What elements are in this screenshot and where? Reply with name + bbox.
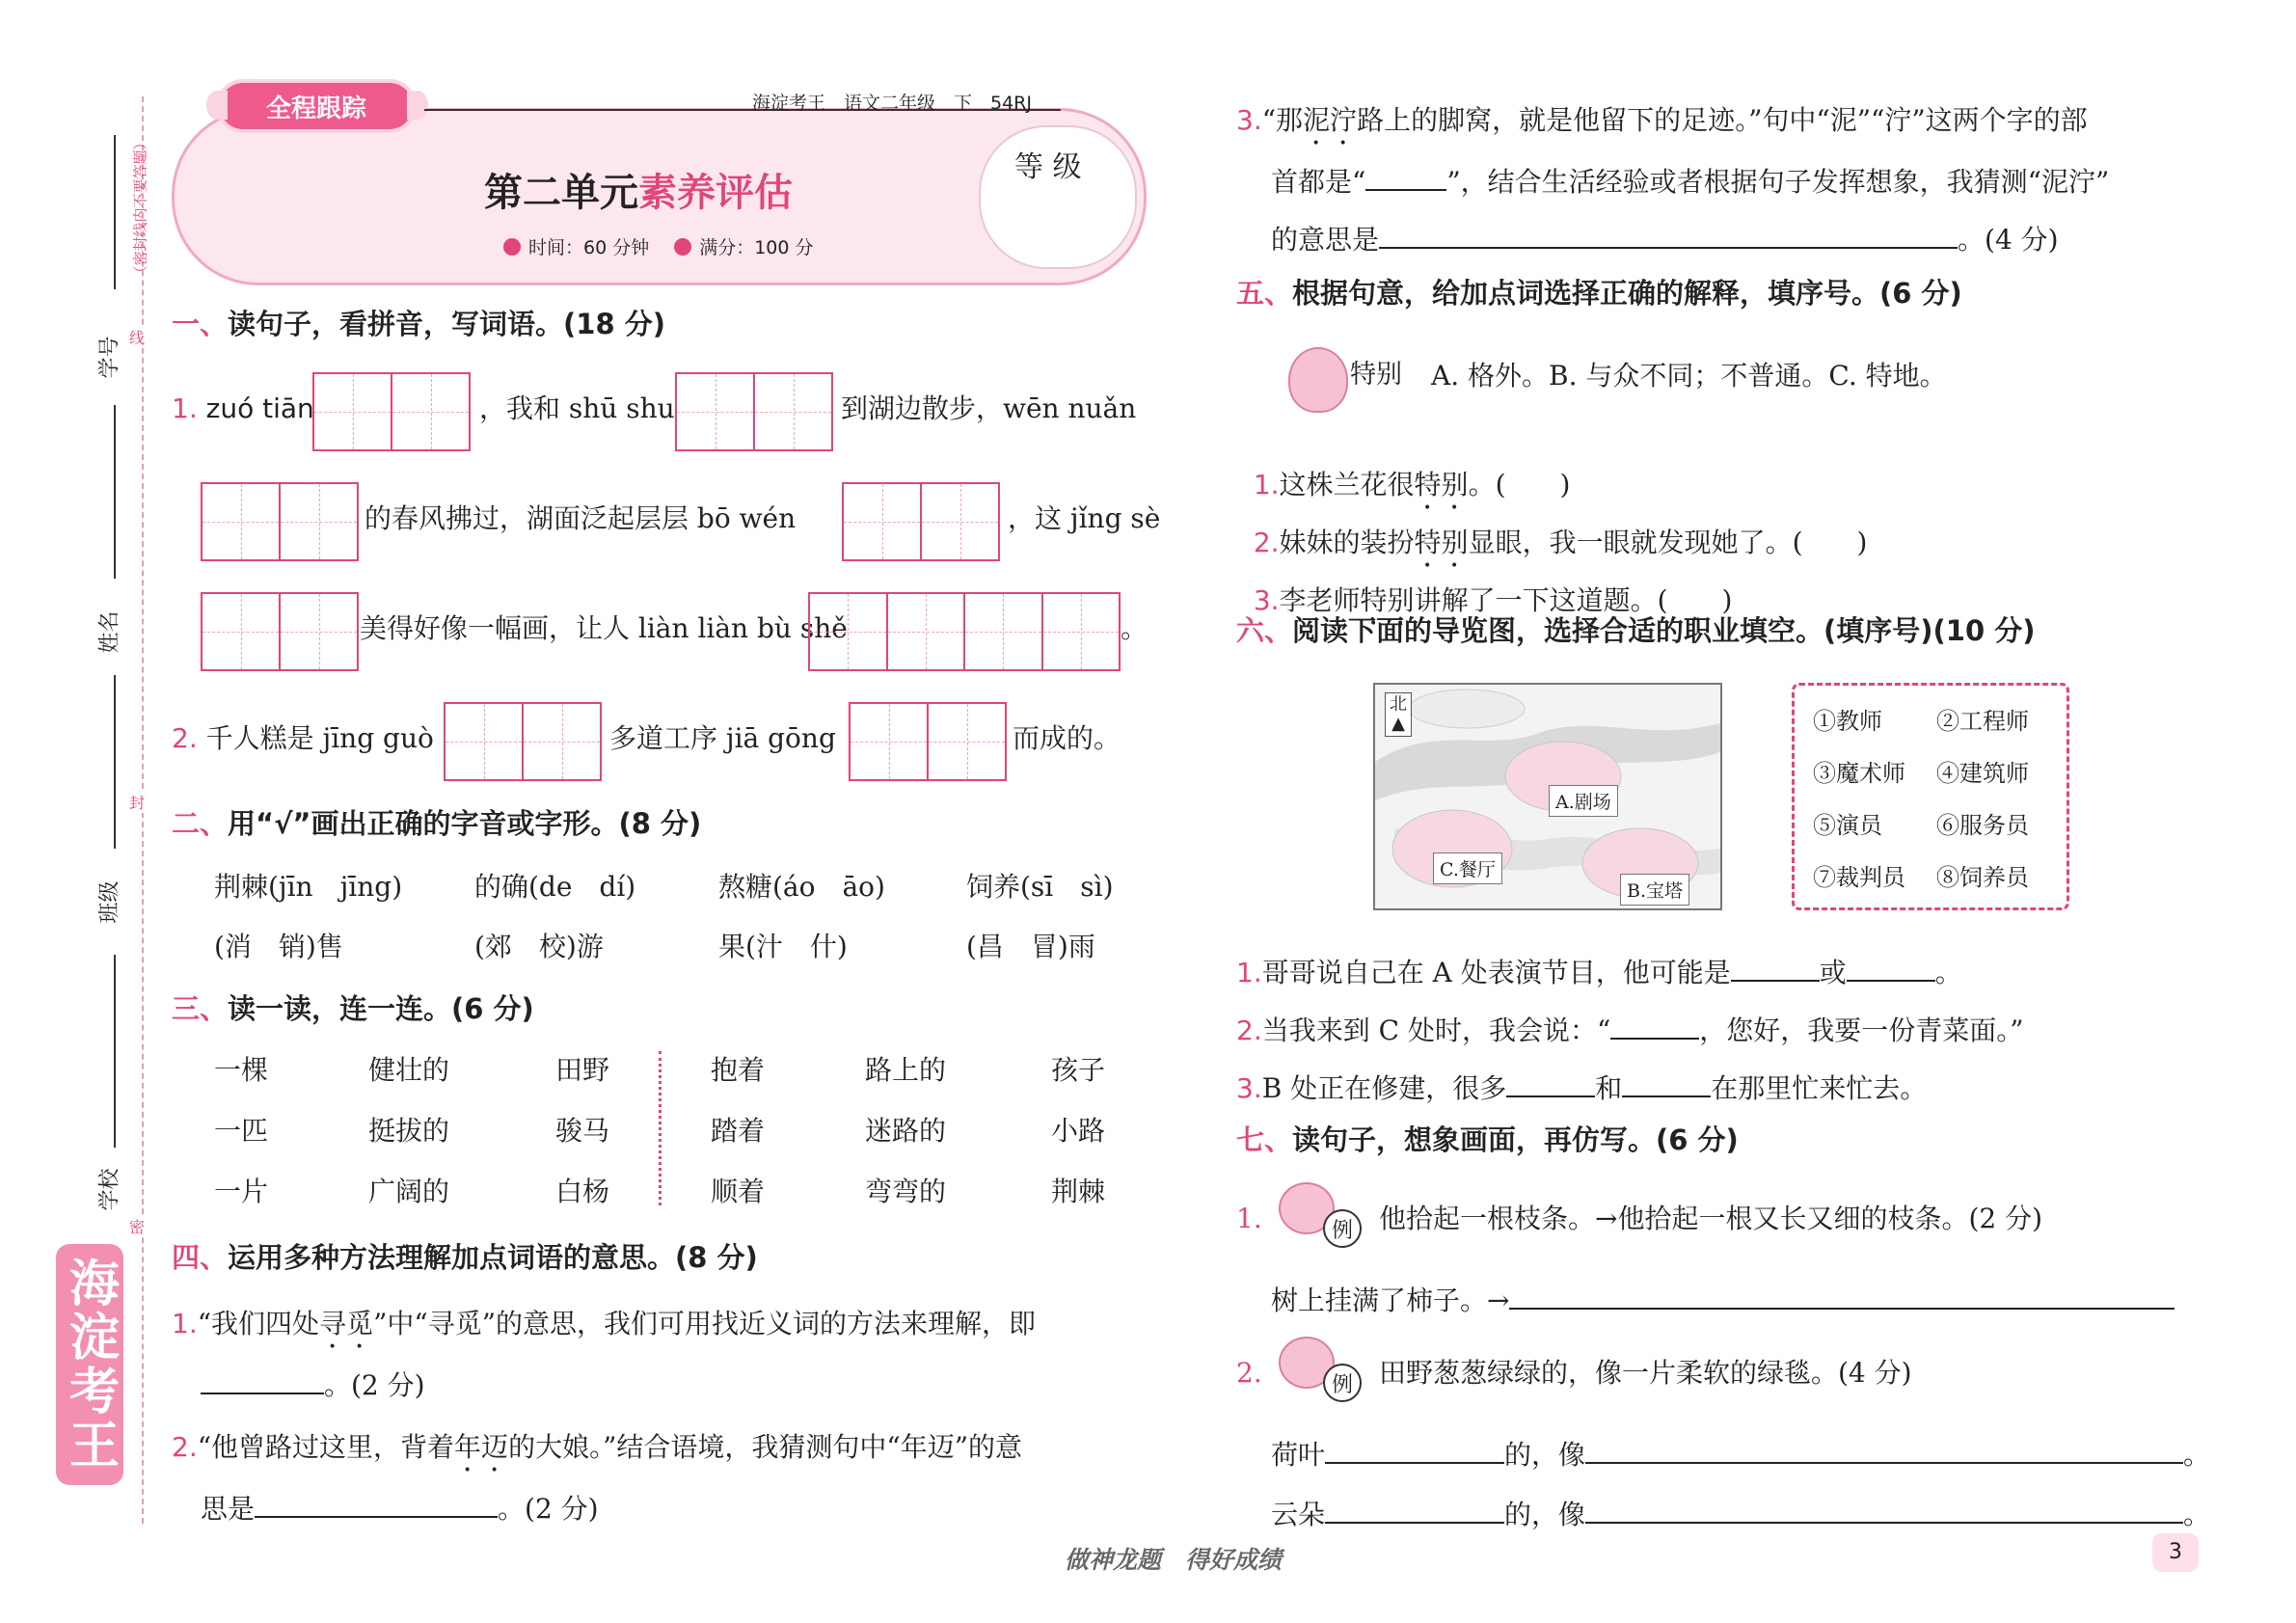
s7-q2-num: 2. bbox=[1236, 1357, 1262, 1389]
s1-grid-2[interactable] bbox=[675, 372, 833, 451]
s4-q1-blank[interactable] bbox=[201, 1367, 324, 1394]
exam-meta bbox=[503, 233, 814, 259]
s7-q2-blank-4[interactable] bbox=[1585, 1497, 2183, 1524]
s7-q2-blank-1[interactable] bbox=[1325, 1437, 1504, 1464]
field-line-school[interactable] bbox=[114, 955, 116, 1148]
s7-q2-line1: 荷叶 的，像 。 bbox=[1271, 1439, 2211, 1471]
grade-label: 等 级 bbox=[1014, 150, 1082, 184]
mascot-icon bbox=[1288, 347, 1348, 413]
field-label-class: 班级 bbox=[97, 880, 122, 924]
job-5: ⑤演员 bbox=[1813, 812, 1882, 839]
s6-q1: 1.哥哥说自己在 A 处表演节目，他可能是 或 。 bbox=[1236, 957, 1962, 988]
map-label-b: B.宝塔 bbox=[1620, 874, 1689, 906]
series-info: 海淀考王 语文二年级 下 54RJ bbox=[752, 93, 1032, 114]
field-label-id: 学号 bbox=[97, 336, 122, 379]
page-title bbox=[484, 162, 793, 217]
header-badge bbox=[220, 83, 413, 129]
field-line-class[interactable] bbox=[114, 675, 116, 849]
s1-q2-text-c: 而成的。 bbox=[1013, 722, 1121, 754]
s7-q1-task: 树上挂满了柿子。→ bbox=[1271, 1283, 2174, 1314]
s1-q1-line1: 1. zuó tiān bbox=[172, 392, 314, 424]
seal-feng: 封 bbox=[129, 791, 145, 813]
brand-logo bbox=[56, 1244, 123, 1485]
s4-q3-line2: 首都是“ ”，结合生活经验或者根据句子发挥想象，我猜测“泥泞” bbox=[1271, 166, 2110, 198]
s2-row1-1[interactable]: 荆棘(jīn jīng) bbox=[214, 871, 403, 903]
job-1: ①教师 bbox=[1813, 708, 1882, 735]
field-line-id[interactable] bbox=[114, 135, 116, 289]
check-icon bbox=[674, 238, 691, 256]
s7-q2-example: 田野葱葱绿绿的，像一片柔软的绿毯。(4 分) bbox=[1379, 1357, 1912, 1389]
brand-logo-text: 海淀考王 bbox=[60, 1257, 119, 1473]
s1-q1-text-c: 到湖边散步，wēn nuǎn bbox=[841, 392, 1137, 424]
field-label-name: 姓名 bbox=[97, 610, 122, 654]
s2-row2-3[interactable]: 果(汁 什) bbox=[718, 931, 848, 962]
seal-line: 线 bbox=[129, 326, 145, 348]
s1-grid-6[interactable] bbox=[808, 592, 1121, 671]
s1-q1-text-b: ，我和 shū shu bbox=[479, 392, 675, 424]
s6-title: 六、阅读下面的导览图，选择合适的职业填空。(填序号)(10 分) bbox=[1236, 614, 2036, 647]
map-label-c: C.餐厅 bbox=[1433, 852, 1502, 884]
s3-left-1-2[interactable]: 健壮的 bbox=[368, 1054, 450, 1086]
s1-grid-4[interactable] bbox=[842, 482, 1000, 561]
header-badge-text: 全程跟踪 bbox=[265, 94, 366, 123]
title-pink: 素养评估 bbox=[638, 171, 793, 215]
clock-icon bbox=[503, 238, 521, 256]
badge-wing-left bbox=[206, 91, 228, 120]
s3-right-1-2[interactable]: 路上的 bbox=[865, 1054, 947, 1086]
s3-right-1-1[interactable]: 抱着 bbox=[711, 1054, 766, 1086]
map-north bbox=[1385, 692, 1412, 737]
s7-q2-blank-2[interactable] bbox=[1585, 1437, 2183, 1464]
s2-row1-2[interactable]: 的确(de dí) bbox=[474, 871, 636, 903]
s1-grid-5[interactable] bbox=[201, 592, 359, 671]
title-black: 第二单元 bbox=[484, 171, 638, 215]
job-3: ③魔术师 bbox=[1813, 760, 1905, 787]
s7-title: 七、读句子，想象画面，再仿写。(6 分) bbox=[1236, 1123, 1739, 1156]
s3-right-3-2[interactable]: 弯弯的 bbox=[865, 1176, 947, 1207]
s4-q3-line1: 3.“那泥泞路上的脚窝，就是他留下的足迹。”句中“泥”“泞”这两个字的部 bbox=[1236, 104, 2088, 136]
s3-right-3-1[interactable]: 顺着 bbox=[711, 1176, 766, 1207]
s1-grid-1[interactable] bbox=[312, 372, 471, 451]
s7-q1-num: 1. bbox=[1236, 1203, 1262, 1234]
s3-right-1-3[interactable]: 孩子 bbox=[1051, 1054, 1106, 1086]
s4-title: 四、运用多种方法理解加点词语的意思。(8 分) bbox=[172, 1241, 758, 1274]
example-label: 例 bbox=[1331, 1218, 1353, 1243]
s4-q2-line1: 2.“他曾路过这里，背着年迈的大娘。”结合语境，我猜测句中“年迈”的意 bbox=[172, 1431, 1023, 1463]
example-badge-2 bbox=[1323, 1364, 1362, 1402]
field-line-name[interactable] bbox=[114, 405, 116, 579]
job-4: ④建筑师 bbox=[1936, 760, 2029, 787]
s2-row2-2[interactable]: (郊 校)游 bbox=[474, 931, 604, 962]
job-6: ⑥服务员 bbox=[1936, 812, 2029, 839]
binding-margin bbox=[0, 0, 164, 1623]
s7-q1-example: 他拾起一根枝条。→他拾起一根又长又细的枝条。(2 分) bbox=[1379, 1203, 2043, 1234]
s3-divider bbox=[659, 1051, 662, 1205]
footer-slogan: 做神龙题 得好成绩 bbox=[1065, 1546, 1283, 1574]
page-number: 3 bbox=[2152, 1533, 2199, 1572]
s3-left-2-2[interactable]: 挺拔的 bbox=[368, 1115, 450, 1147]
s5-q1: 1.这株兰花很特别。( ) bbox=[1253, 469, 1571, 500]
s1-grid-8[interactable] bbox=[849, 702, 1007, 781]
example-badge bbox=[1323, 1209, 1362, 1248]
example-label-2: 例 bbox=[1331, 1372, 1353, 1397]
s3-left-2-1[interactable]: 一匹 bbox=[214, 1115, 269, 1147]
full-score: 满分：100 分 bbox=[699, 237, 814, 258]
s3-right-2-1[interactable]: 踏着 bbox=[711, 1115, 766, 1147]
s4-q1-line1: 1.“我们四处寻觅”中“寻觅”的意思，我们可用找近义词的方法来理解，即 bbox=[172, 1308, 1037, 1339]
job-7: ⑦裁判员 bbox=[1813, 864, 1905, 891]
s5-q3: 3.李老师特别讲解了一下这道题。( ) bbox=[1253, 584, 1733, 616]
s4-q2-line2: 思是 。(2 分) bbox=[201, 1493, 599, 1525]
s7-q2-blank-3[interactable] bbox=[1325, 1497, 1504, 1524]
north-label: 北 bbox=[1390, 694, 1407, 715]
s1-grid-3[interactable] bbox=[201, 482, 359, 561]
s1-q1-text-d: 的春风拂过，湖面泛起层层 bō wén bbox=[365, 502, 797, 534]
s6-q3: 3.B 处正在修建，很多 和 在那里忙来忙去。 bbox=[1236, 1072, 1928, 1104]
s1-q1-text-f: 美得好像一幅画，让人 liàn liàn bù shě bbox=[360, 612, 848, 644]
s3-left-3-1[interactable]: 一片 bbox=[214, 1176, 269, 1207]
s7-q2-line2: 云朵 的，像 。 bbox=[1271, 1499, 2211, 1530]
s3-left-3-3[interactable]: 白杨 bbox=[555, 1176, 610, 1207]
s3-left-1-3[interactable]: 田野 bbox=[555, 1054, 610, 1086]
s5-title: 五、根据句意，给加点词选择正确的解释，填序号。(6 分) bbox=[1236, 277, 1962, 310]
s4-q1-line2: 。(2 分) bbox=[201, 1367, 425, 1399]
s2-row1-4[interactable]: 饲养(sī sì) bbox=[966, 871, 1114, 903]
s2-row1-3[interactable]: 熬糖(áo āo) bbox=[718, 871, 885, 903]
seal-mi: 密 bbox=[129, 1215, 145, 1237]
s3-right-2-2[interactable]: 迷路的 bbox=[865, 1115, 947, 1147]
s6-q1-blank-1[interactable] bbox=[1731, 955, 1820, 982]
job-8: ⑧饲养员 bbox=[1936, 864, 2029, 891]
s1-grid-7[interactable] bbox=[444, 702, 602, 781]
s6-q1-blank-2[interactable] bbox=[1847, 955, 1935, 982]
s5-options: A. 格外。B. 与众不同；不普通。C. 特地。 bbox=[1431, 360, 1947, 392]
s1-title: 一、读句子，看拼音，写词语。(18 分) bbox=[172, 308, 665, 340]
map-label-a: A.剧场 bbox=[1549, 785, 1618, 817]
s3-left-2-3[interactable]: 骏马 bbox=[555, 1115, 610, 1147]
s2-title: 二、用“√”画出正确的字音或字形。(8 分) bbox=[172, 807, 702, 840]
s2-row2-4[interactable]: (昌 冒)雨 bbox=[966, 931, 1095, 962]
job-2: ②工程师 bbox=[1936, 708, 2029, 735]
s3-left-1-1[interactable]: 一棵 bbox=[214, 1054, 269, 1086]
s1-q1-text-g: 。 bbox=[1121, 612, 1148, 644]
cut-note: （密封线内不要答题） bbox=[131, 135, 149, 281]
s3-right-2-3[interactable]: 小路 bbox=[1051, 1115, 1106, 1147]
s6-q2: 2.当我来到 C 处时，我会说：“ ，您好，我要一份青菜面。” bbox=[1236, 1014, 2024, 1046]
s3-title: 三、读一读，连一连。(6 分) bbox=[172, 992, 534, 1025]
s7-q1-blank[interactable] bbox=[1509, 1283, 2174, 1310]
s4-q3-line3: 的意思是 。(4 分) bbox=[1271, 224, 2059, 256]
time-limit: 时间：60 分钟 bbox=[528, 237, 650, 258]
s4-q3-blank-1[interactable] bbox=[1365, 164, 1446, 191]
s2-row2-1[interactable]: (消 销)售 bbox=[214, 931, 343, 962]
s4-q3-blank-2[interactable] bbox=[1379, 222, 1958, 249]
s4-q2-blank[interactable] bbox=[255, 1491, 498, 1518]
s3-left-3-2[interactable]: 广阔的 bbox=[368, 1176, 450, 1207]
s6-q2-blank[interactable] bbox=[1610, 1013, 1699, 1040]
s5-word: 特别 bbox=[1350, 360, 1402, 390]
field-label-school: 学校 bbox=[97, 1168, 122, 1211]
s1-q2-text-a: 2. 千人糕是 jīng guò bbox=[172, 722, 434, 754]
badge-wing-right bbox=[407, 91, 428, 120]
s6-q3-blank-2[interactable] bbox=[1622, 1070, 1711, 1097]
s1-q1-text-e: ，这 jǐng sè bbox=[1008, 502, 1161, 534]
s1-q2-text-b: 多道工序 jiā gōng bbox=[609, 722, 836, 754]
north-arrow-icon: ▲ bbox=[1391, 713, 1405, 734]
s3-right-3-3[interactable]: 荆棘 bbox=[1051, 1176, 1106, 1207]
s6-q3-blank-1[interactable] bbox=[1506, 1070, 1595, 1097]
s5-q2: 2.妹妹的装扮特别显眼，我一眼就发现她了。( ) bbox=[1253, 527, 1868, 558]
